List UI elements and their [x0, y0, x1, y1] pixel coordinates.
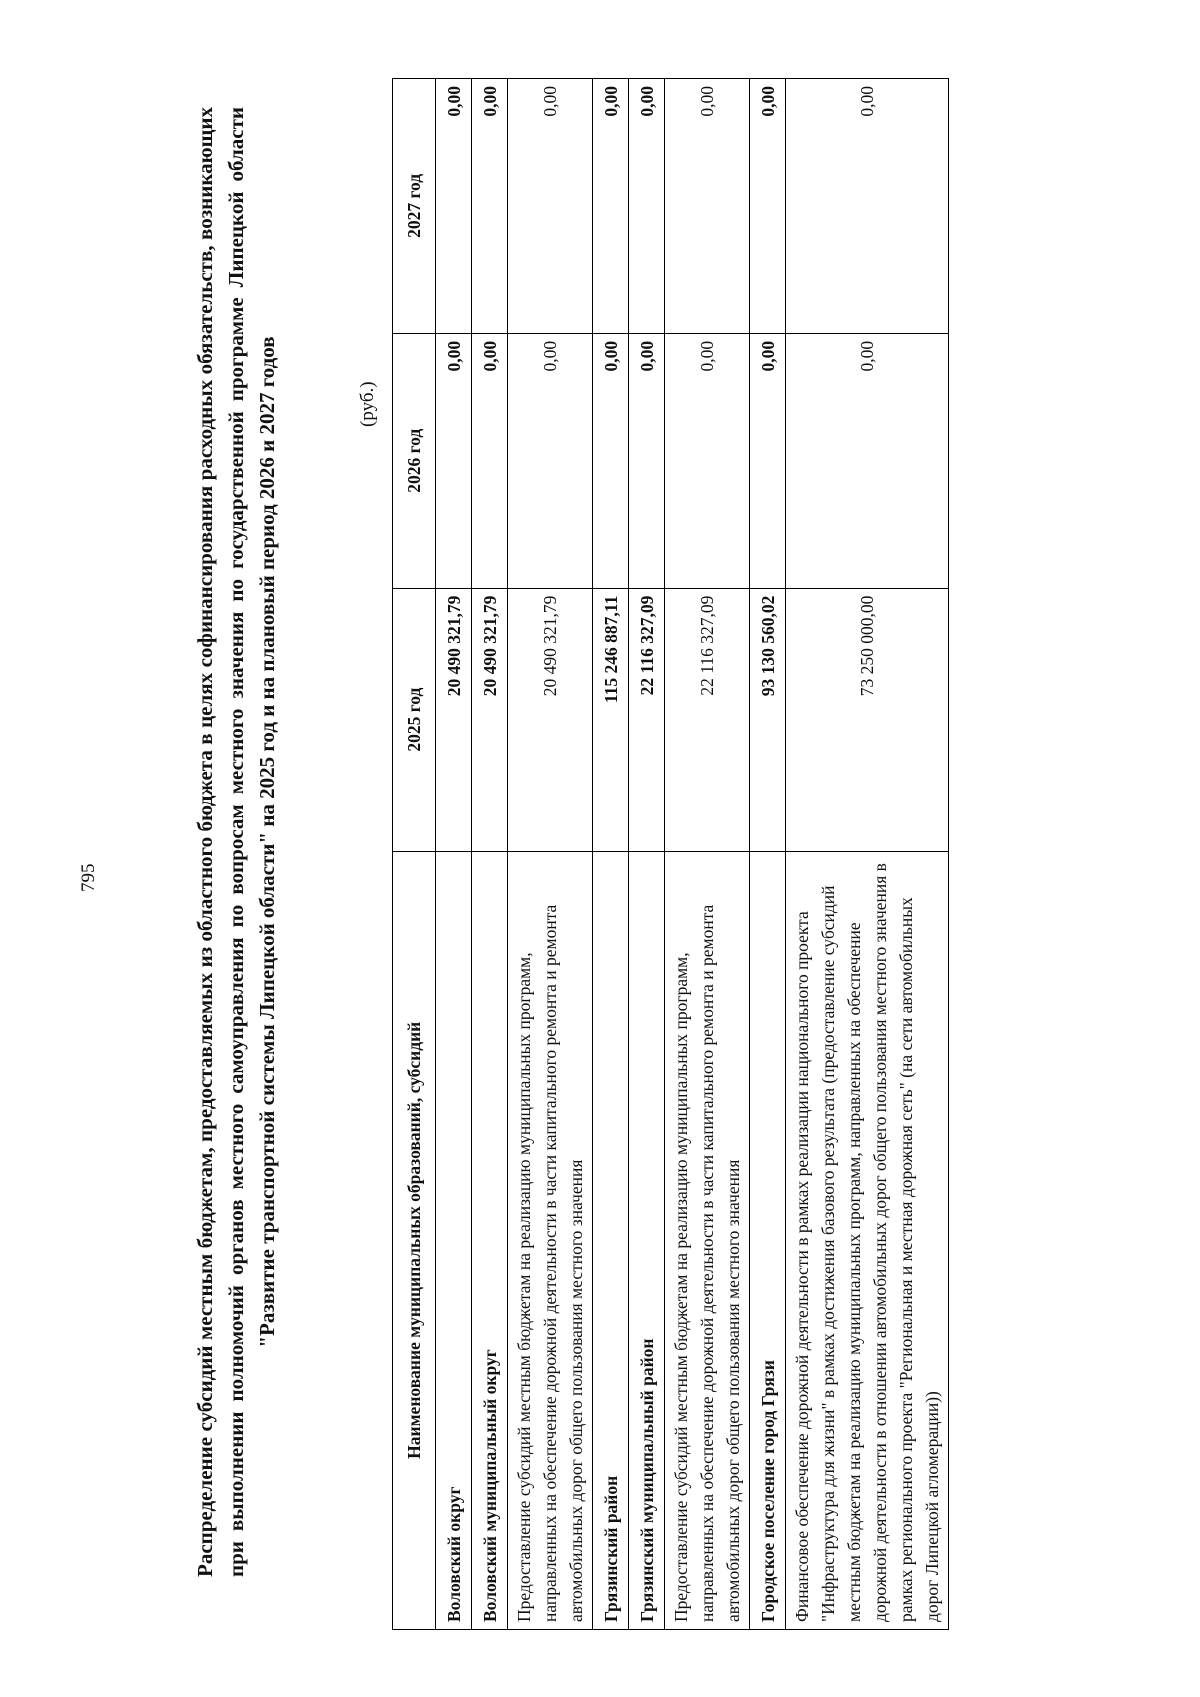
row-name: Предоставление субсидий местным бюджетам на реализацию муниципальных программ, направленных на обеспечение дорожной деятельности в части капитального ремонта и ремонта автомобильных дорог общего пользования местного значения — [508, 851, 593, 1629]
value-2026: 0,00 — [436, 333, 472, 588]
value-2025: 73 250 000,00 — [786, 588, 949, 851]
row-name: Городское поселение город Грязи — [750, 851, 786, 1629]
value-2025: 20 490 321,79 — [508, 588, 593, 851]
header-2026: 2026 год — [393, 333, 436, 588]
page-number: 795 — [78, 863, 99, 892]
table-row — [472, 79, 508, 1630]
row-name: Предоставление субсидий местным бюджетам на реализацию муниципальных программ, направленных на обеспечение дорожной деятельности в части капитального ремонта и ремонта автомобильных дорог общего пользования местного значения — [665, 851, 750, 1629]
value-2025: 22 116 327,09 — [665, 588, 750, 851]
row-name: Грязинский муниципальный район — [629, 851, 665, 1629]
row-name: Воловский муниципальный округ — [472, 851, 508, 1629]
value-2026: 0,00 — [593, 333, 629, 588]
value-2026: 0,00 — [629, 333, 665, 588]
table-row — [665, 79, 750, 1630]
row-name: Воловский округ — [436, 851, 472, 1629]
table-row — [786, 79, 949, 1630]
header-name: Наименование муниципальных образований, субсидий — [393, 851, 436, 1629]
table-row — [508, 79, 593, 1630]
value-2026: 0,00 — [750, 333, 786, 588]
value-2027: 0,00 — [472, 79, 508, 334]
value-2025: 115 246 887,11 — [593, 588, 629, 851]
value-2026: 0,00 — [786, 333, 949, 588]
table-row — [750, 79, 786, 1630]
table-header-row — [393, 79, 436, 1630]
table-row — [436, 79, 472, 1630]
value-2025: 93 130 560,02 — [750, 588, 786, 851]
unit-label: (руб.) — [357, 381, 378, 427]
table-row — [593, 79, 629, 1630]
value-2026: 0,00 — [472, 333, 508, 588]
value-2027: 0,00 — [665, 79, 750, 334]
value-2026: 0,00 — [508, 333, 593, 588]
value-2027: 0,00 — [750, 79, 786, 334]
value-2027: 0,00 — [593, 79, 629, 334]
value-2025: 20 490 321,79 — [472, 588, 508, 851]
subsidy-table — [392, 78, 949, 1630]
header-2027: 2027 год — [393, 79, 436, 334]
row-name: Грязинский район — [593, 851, 629, 1629]
value-2027: 0,00 — [629, 79, 665, 334]
document-title: Распределение субсидий местным бюджетам, предоставляемых из областного бюджета в целях софинансирования расходных обязательств, возникающих при выполнении полномочий органов местного самоуправления по вопросам местного значения по государственной программе Липецкой области "Развитие транспортной системы Липецкой области" на 2025 год и на плановый период 2026 и 2027 годов — [193, 107, 279, 1577]
value-2027: 0,00 — [786, 79, 949, 334]
value-2027: 0,00 — [436, 79, 472, 334]
header-2025: 2025 год — [393, 588, 436, 851]
value-2025: 20 490 321,79 — [436, 588, 472, 851]
row-name: Финансовое обеспечение дорожной деятельности в рамках реализации национального проекта "Инфраструктура для жизни" в рамках достижения базового результата (предоставление субсидий местным бюджетам на реализацию муниципальных программ, направленных на обеспечение дорожной деятельности в отношении автомобильных дорог общего пользования местного значения в рамках регионального проекта "Региональная и местная дорожная сеть" (на сети автомобильных дорог Липецкой агломерации)) — [786, 851, 949, 1629]
table-row — [629, 79, 665, 1630]
value-2025: 22 116 327,09 — [629, 588, 665, 851]
value-2027: 0,00 — [508, 79, 593, 334]
value-2026: 0,00 — [665, 333, 750, 588]
